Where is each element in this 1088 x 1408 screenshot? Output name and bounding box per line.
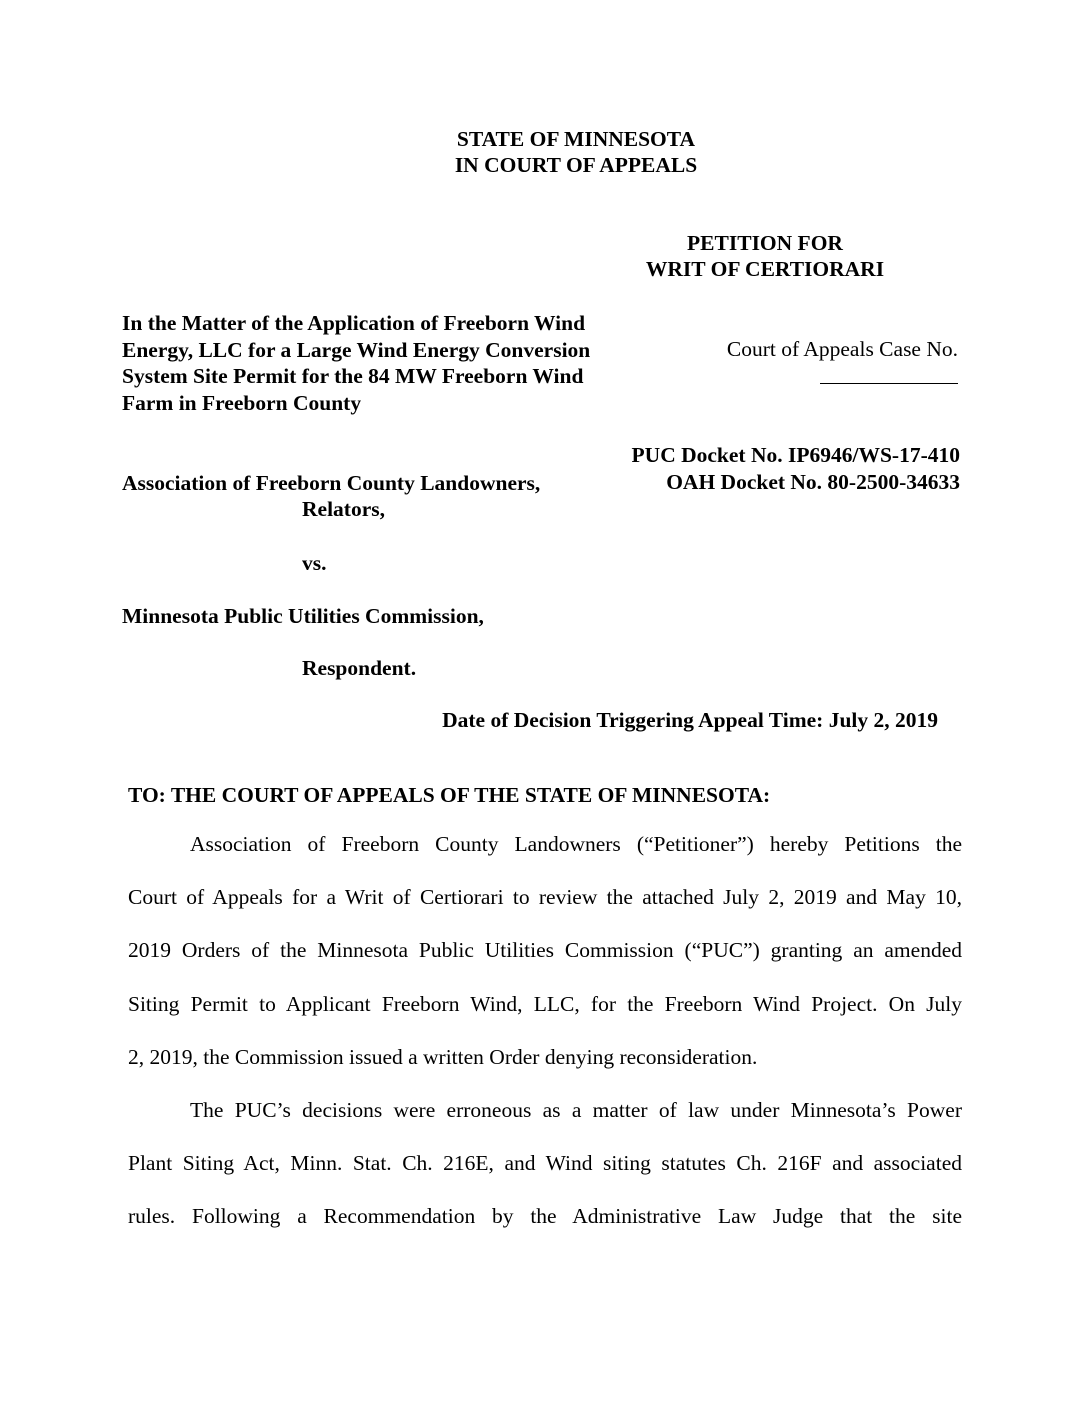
docket-numbers	[560, 442, 960, 496]
body-paragraph-1	[128, 818, 962, 1084]
case-number-blank-line	[820, 383, 958, 384]
matter-caption: In the Matter of the Application of Freeborn Wind Energy, LLC for a Large Wind Energy Conversion System Site Permit for the 84 MW Freeborn Wind Farm in Freeborn County	[122, 311, 591, 415]
oah-docket-number: OAH Docket No. 80-2500-34633	[666, 470, 960, 494]
petition-title-line1: PETITION FOR	[687, 231, 843, 255]
paragraph-line: Siting Permit to Applicant Freeborn Wind, LLC, for the Freeborn Wind Project. On July	[128, 991, 962, 1016]
addressee-line: TO: THE COURT OF APPEALS OF THE STATE OF MINNESOTA:	[128, 783, 771, 807]
paragraph-line: The PUC’s decisions were erroneous as a matter of law under Minnesota’s Power	[190, 1098, 962, 1122]
body-paragraph-2	[128, 1084, 962, 1244]
paragraph-line: Court of Appeals for a Writ of Certiorari to review the attached July 2, 2019 and May 10,	[128, 885, 962, 910]
paragraph-line: rules. Following a Recommendation by the Administrative Law Judge that the site	[128, 1204, 962, 1229]
relator-name: Association of Freeborn County Landowners,	[122, 471, 541, 495]
petition-title-line2: WRIT OF CERTIORARI	[645, 257, 885, 281]
paragraph-line: Association of Freeborn County Landowners (“Petitioner”) hereby Petitions the	[190, 832, 962, 856]
paragraph-line: 2019 Orders of the Minnesota Public Utilities Commission (“PUC”) granting an amended	[128, 938, 962, 963]
respondent-name: Minnesota Public Utilities Commission,	[122, 604, 484, 628]
decision-date: Date of Decision Triggering Appeal Time: July 2, 2019	[442, 708, 938, 732]
respondent-role: Respondent.	[302, 656, 417, 680]
relator-role: Relators,	[302, 497, 385, 521]
paragraph-line: Plant Siting Act, Minn. Stat. Ch. 216E, and Wind siting statutes Ch. 216F and associated	[128, 1151, 962, 1176]
court-heading	[376, 126, 776, 178]
petition-title	[606, 230, 924, 282]
puc-docket-number: PUC Docket No. IP6946/WS-17-410	[631, 443, 960, 467]
court-heading-court: IN COURT OF APPEALS	[454, 153, 698, 177]
court-heading-state: STATE OF MINNESOTA	[456, 127, 696, 151]
paragraph-line: 2, 2019, the Commission issued a written Order denying reconsideration.	[128, 1044, 758, 1069]
case-number-label: Court of Appeals Case No.	[726, 337, 958, 361]
versus-label: vs.	[302, 551, 327, 575]
